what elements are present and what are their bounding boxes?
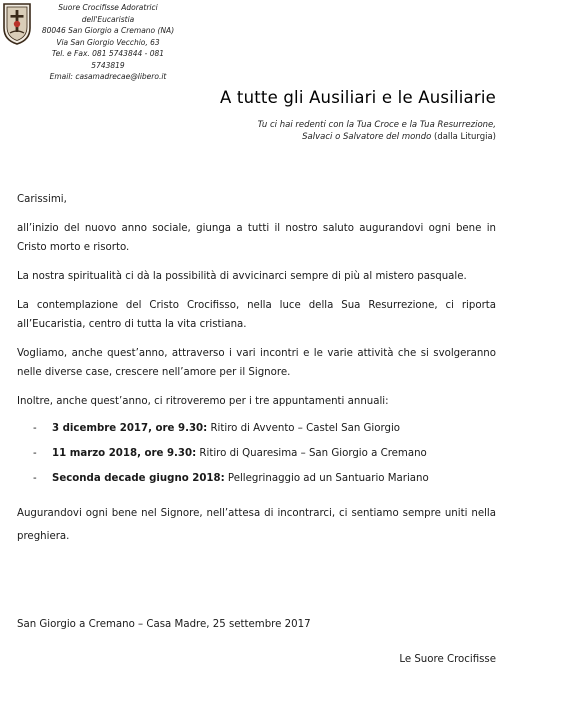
list-dash: - — [33, 448, 37, 459]
paragraph-contemplation: La contemplazione del Cristo Crocifisso, nella luce della Sua Resurrezione, ci riporta all’Eucaristia, centro di tutta la vita cristiana. — [17, 300, 496, 330]
place-and-date: San Giorgio a Cremano – Casa Madre, 25 settembre 2017 — [17, 619, 311, 630]
letter-title: A tutte gli Ausiliari e le Ausiliarie — [219, 88, 496, 107]
event-date: 11 marzo 2018, ore 9.30: — [52, 448, 197, 459]
paragraph-spirituality: La nostra spiritualità ci dà la possibilità di avvicinarci sempre di più al mistero pasquale. — [17, 271, 467, 282]
letterhead-city: 80046 San Giorgio a Cremano (NA) — [41, 26, 175, 35]
event-date: 3 dicembre 2017, ore 9.30: — [52, 423, 208, 434]
letterhead-name: Suore Crocifisse Adoratrici dell'Eucaristia — [58, 3, 158, 24]
paragraph-greeting: all’inizio del nuovo anno sociale, giunga a tutti il nostro saluto augurandovi ogni bene in Cristo morto e risorto. — [17, 223, 496, 253]
events-list — [17, 419, 496, 488]
letterhead-street: Via San Giorgio Vecchio, 63 — [56, 37, 160, 47]
epigraph-source: (dalla Liturgia) — [434, 132, 496, 142]
event-item — [17, 419, 496, 438]
letterhead-email: Email: casamadrecae@libero.it — [49, 72, 167, 81]
signature: Le Suore Crocifisse — [399, 654, 496, 665]
paragraph-meetings: Vogliamo, anche quest’anno, attraverso i vari incontri e le varie attività che si svolgeranno nelle diverse case, crescere nell’amore per il Signore. — [17, 348, 496, 378]
congregation-logo — [2, 2, 32, 46]
letterhead-phone: Tel. e Fax. 081 5743844 - 081 5743819 — [51, 49, 165, 70]
paragraph-appointments: Inoltre, anche quest’anno, ci ritroveremo per i tre appuntamenti annuali: — [17, 396, 389, 407]
event-description: Ritiro di Avvento – Castel San Giorgio — [207, 423, 401, 434]
epigraph-invocation: Salvaci o Salvatore del mondo — [302, 132, 432, 142]
epigraph-line-2 — [258, 131, 496, 143]
letterhead — [38, 2, 178, 83]
letter-body — [17, 190, 496, 548]
event-item — [17, 444, 496, 463]
event-description: Pellegrinaggio ad un Santuario Mariano — [224, 473, 429, 484]
event-date: Seconda decade giugno 2018: — [52, 473, 225, 484]
closing-wish: Augurandovi ogni bene nel Signore, nell’attesa di incontrarci, ci sentiamo sempre uniti nella preghiera. — [17, 508, 496, 542]
list-dash: - — [33, 423, 37, 434]
event-description: Ritiro di Quaresima – San Giorgio a Cremano — [196, 448, 427, 459]
epigraph-line-1: Tu ci hai redenti con la Tua Croce e la Tua Resurrezione, — [257, 120, 496, 130]
salutation: Carissimi, — [17, 194, 67, 205]
epigraph — [258, 119, 496, 143]
event-item — [17, 469, 496, 488]
list-dash: - — [33, 473, 37, 484]
